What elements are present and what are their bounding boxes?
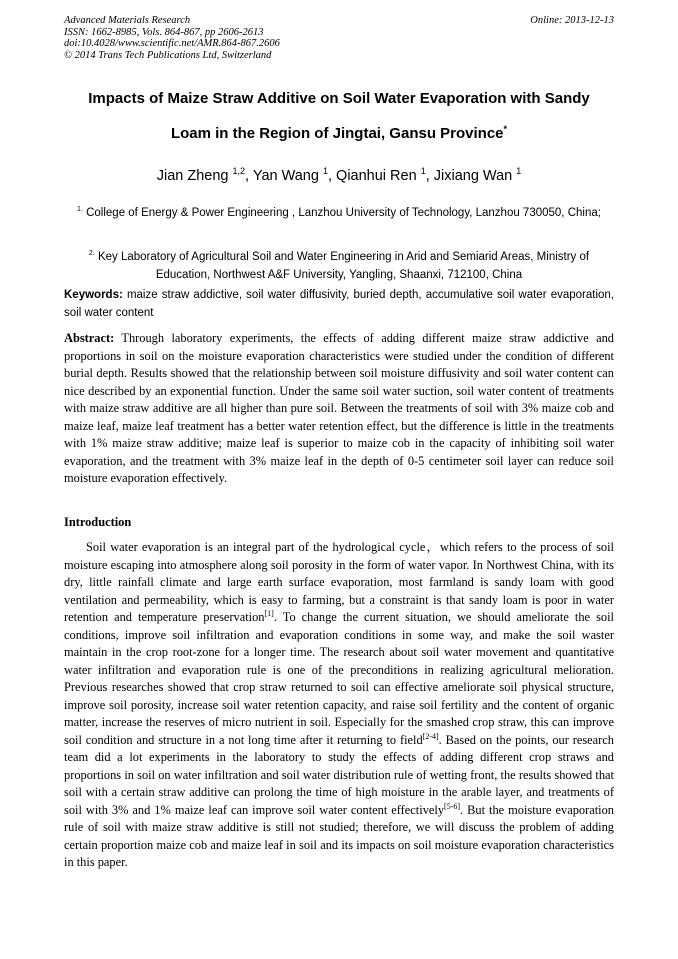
author-name: Qianhui Ren [336, 168, 421, 184]
affiliation-1 [64, 201, 614, 223]
author-name: Jixiang Wan [433, 168, 517, 184]
author-name: Jian Zheng [156, 168, 233, 184]
affiliation-text: College of Energy & Power Engineering , Lanzhou University of Technology, Lanzhou 730050, China; [86, 207, 601, 219]
paper-title-text: Loam in the Region of Jingtai, Gansu Province [170, 125, 504, 142]
intro-text: Soil water evaporation is an integral part of the hydrological cycle，which refers to the process of soil moisture escaping into atmosphere along soil porosity in the form of water vapor. In Northwest China, with its dry, little rainfall climate and large earth surface evaporation, most farmland is sandy loam with good ventilation and permeability, which is easy to farming, but a constraint is that sandy loam is poor in water retention and temperature preservation [64, 540, 614, 624]
keywords [64, 287, 614, 322]
intro-text: . But the moisture evaporation rule of soil with maize straw additive is still not studied; therefore, we will discuss the problem of adding certain proportion maize cob and maize leaf in soil and its impacts on soil moisture evaporation characteristics in this paper. [64, 802, 614, 869]
affiliation-text: Key Laboratory of Agricultural Soil and Water Engineering in Arid and Semiarid Areas, Ministry of Education, Northwest A&F University, Yangling, Shaanxi, 712100, China [97, 251, 590, 281]
title-footnote-mark: * [503, 124, 508, 134]
citation-ref[interactable]: [5-6] [444, 801, 461, 811]
issn-line: ISSN: 1662-8985, Vols. 864-867, pp 2606-2613 [64, 26, 264, 38]
author-separator: , [245, 168, 253, 184]
keywords-text: maize straw addictive, soil water diffusivity, buried depth, accumulative soil water evaporation, soil water content [64, 289, 614, 319]
author-name: Yan Wang [252, 168, 323, 184]
author-affiliation-mark: 1,2 [232, 166, 246, 176]
online-date: Online: 2013-12-13 [530, 15, 614, 26]
paper-title-line-2 [50, 124, 628, 142]
citation-ref[interactable]: [2-4] [422, 731, 439, 741]
author-affiliation-mark: 1 [420, 166, 426, 176]
author-affiliation-mark: 1 [516, 166, 522, 176]
abstract [64, 330, 614, 488]
journal-header [64, 15, 280, 61]
citation-ref[interactable]: [1] [264, 609, 274, 618]
section-heading-introduction: Introduction [64, 515, 132, 529]
intro-text: . Based on the points, our research team did a lot experiments in the laboratory to study the effects of adding different crop straws and proportions in soil on water infiltration and soil water distribution rule of wetting front, the results showed that soil with a certain straw additive can prolong the time of high moisture in the arable layer, and treatments of soil with 3% and 1% maize leaf can improve soil water content effectively [64, 732, 614, 817]
introduction-paragraph [64, 539, 614, 872]
keywords-label: Keywords: [64, 289, 123, 301]
author-list [40, 166, 638, 184]
affiliation-mark: 1. [77, 206, 83, 213]
affiliation-2 [64, 245, 614, 284]
intro-text: . To change the current situation, we should ameliorate the soil conditions, improve soil infiltration and evaporation conditions in some way, and make the soil waster maintain in the crop root-zone for a longer time. The research about soil water movement and quantitative water infiltration and evaporation rule is one of the preconditions in realizing agricultural melioration. Previous researches showed that crop straw returned to soil can effective ameliorate soil physical structure, improve soil porosity, increase soil water retention capacity, and raise soil fertility and the content of organic matter, increase the reserves of micro nutrient in soil. Especially for the smashed crop straw, this can improve soil condition and structure in a not long time after it returning to field [64, 610, 614, 747]
affiliation-mark: 2. [88, 250, 95, 257]
paper-title-line-1: Impacts of Maize Straw Additive on Soil Water Evaporation with Sandy [88, 90, 590, 107]
author-separator: , [425, 168, 434, 184]
copyright-line: © 2014 Trans Tech Publications Ltd, Switzerland [64, 49, 272, 61]
author-separator: , [327, 168, 337, 184]
abstract-label: Abstract: [64, 331, 115, 345]
journal-name: Advanced Materials Research [64, 15, 191, 26]
abstract-text: Through laboratory experiments, the effects of adding different maize straw addictive and proportions in soil on the moisture evaporation characteristics were studied under the condition of different burial depth. Results showed that the relationship between soil moisture diffusivity and soil water content can nice described by an exponential function. Under the same soil water suction, soil water content of treatments with maize straw additive are all higher than pure soil. Between the treatments of soil with 3% maize cob and maize leaf, maize leaf treatment has a better water retention effect, but the difference is little in the treatments with 1% maize straw additive; maize leaf is superior to maize cob in the capacity of inhibiting soil water evaporation, and the treatment with 3% maize leaf in the depth of 0-5 centimeter soil layer can reduce soil moisture evaporation effectively. [64, 331, 614, 485]
doi-line: doi:10.4028/www.scientific.net/AMR.864-867.2606 [64, 38, 280, 50]
author-affiliation-mark: 1 [322, 166, 328, 176]
